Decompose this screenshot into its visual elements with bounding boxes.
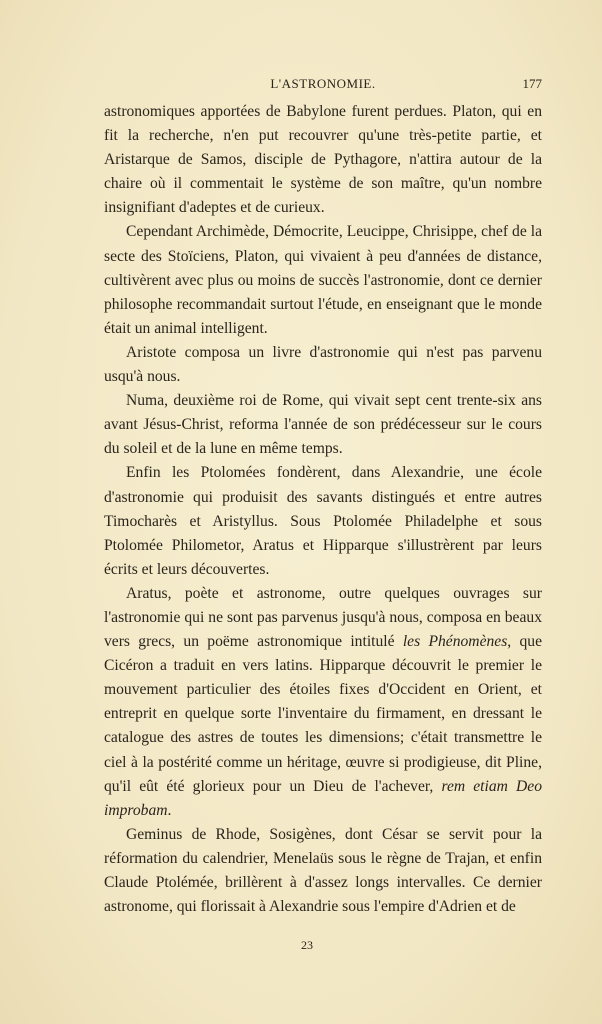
text-run: Numa, deuxième roi de Rome, qui vivait sept cent trente-six ans avant Jésus-Christ, reforma l'année de son prédécesseur sur le cours du soleil et de la lune en même temps.	[104, 392, 542, 458]
paragraph	[104, 389, 542, 461]
text-run: , que Cicéron a traduit en vers latins. Hipparque découvrit le premier le mouvement particulier des étoiles fixes d'Occident en Orient, et entreprit en quelque sorte l'inventaire du firmament, en dressant le catalogue des astres de toutes les dimensions; c'était transmettre le ciel à la postérité comme un héritage, œuvre si prodigieuse, dit Pline, qu'il eût été glorieux pour un Dieu de l'achever,	[104, 633, 543, 795]
paragraph	[104, 582, 542, 823]
page-number: 177	[522, 76, 542, 91]
italic-text: les Phénomènes	[402, 633, 508, 651]
text-run: Aratus, poète et astronome, outre quelques ouvrages sur l'astronomie qui ne sont pas parvenus jusqu'à nous, composa en beaux vers grecs, un poëme astronomique intitulé	[104, 584, 542, 651]
page-header	[104, 76, 542, 96]
paragraph	[104, 100, 542, 220]
paragraph	[104, 823, 542, 919]
italic-text: rem etiam Deo improbam	[104, 777, 542, 819]
signature-mark: 23	[301, 938, 313, 952]
text-run: Aristote composa un livre d'astronomie qui n'est pas parvenu usqu'à nous.	[104, 343, 542, 386]
running-title: L'ASTRONOMIE.	[270, 76, 376, 91]
paragraph	[104, 461, 542, 581]
text-run: Enfin les Ptolomées fondèrent, dans Alexandrie, une école d'astronomie qui produisit des savants distingués et entre autres Timocharès et Aristyllus. Sous Ptolomée Philadelphe et sous Ptolomée Philometor, Aratus et Hipparque s'illustrèrent par leurs écrits et leurs découvertes.	[104, 464, 542, 578]
paragraph	[104, 341, 542, 389]
text-run: astronomiques apportées de Babylone furent perdues. Platon, qui en fit la recherche, n'en put recouvrer qu'une très-petite partie, et Aristarque de Samos, disciple de Pythagore, n'attira autour de la chaire où il commentait le système de son maître, qu'un nombre insignifiant d'adeptes et de curieux.	[104, 103, 542, 217]
text-run: .	[167, 801, 172, 819]
text-run: Cependant Archimède, Démocrite, Leucippe, Chrisippe, chef de la secte des Stoïciens, Platon, qui vivaient à peu d'années de distance, cultivèrent avec plus ou moins de succès l'astronomie, dont ce dernier philosophe recommandait surtout l'étude, en enseignant que le monde était un animal intelligent.	[104, 223, 542, 337]
page-body	[104, 100, 542, 919]
text-run: Geminus de Rhode, Sosigènes, dont César se servit pour la réformation du calendrier, Menelaüs sous le règne de Trajan, et enfin Claude Ptolémée, brillèrent à d'assez longs intervalles. Ce dernier astronome, qui florissait à Alexandrie sous l'empire d'Adrien et de	[104, 825, 542, 916]
paragraph	[104, 220, 542, 340]
